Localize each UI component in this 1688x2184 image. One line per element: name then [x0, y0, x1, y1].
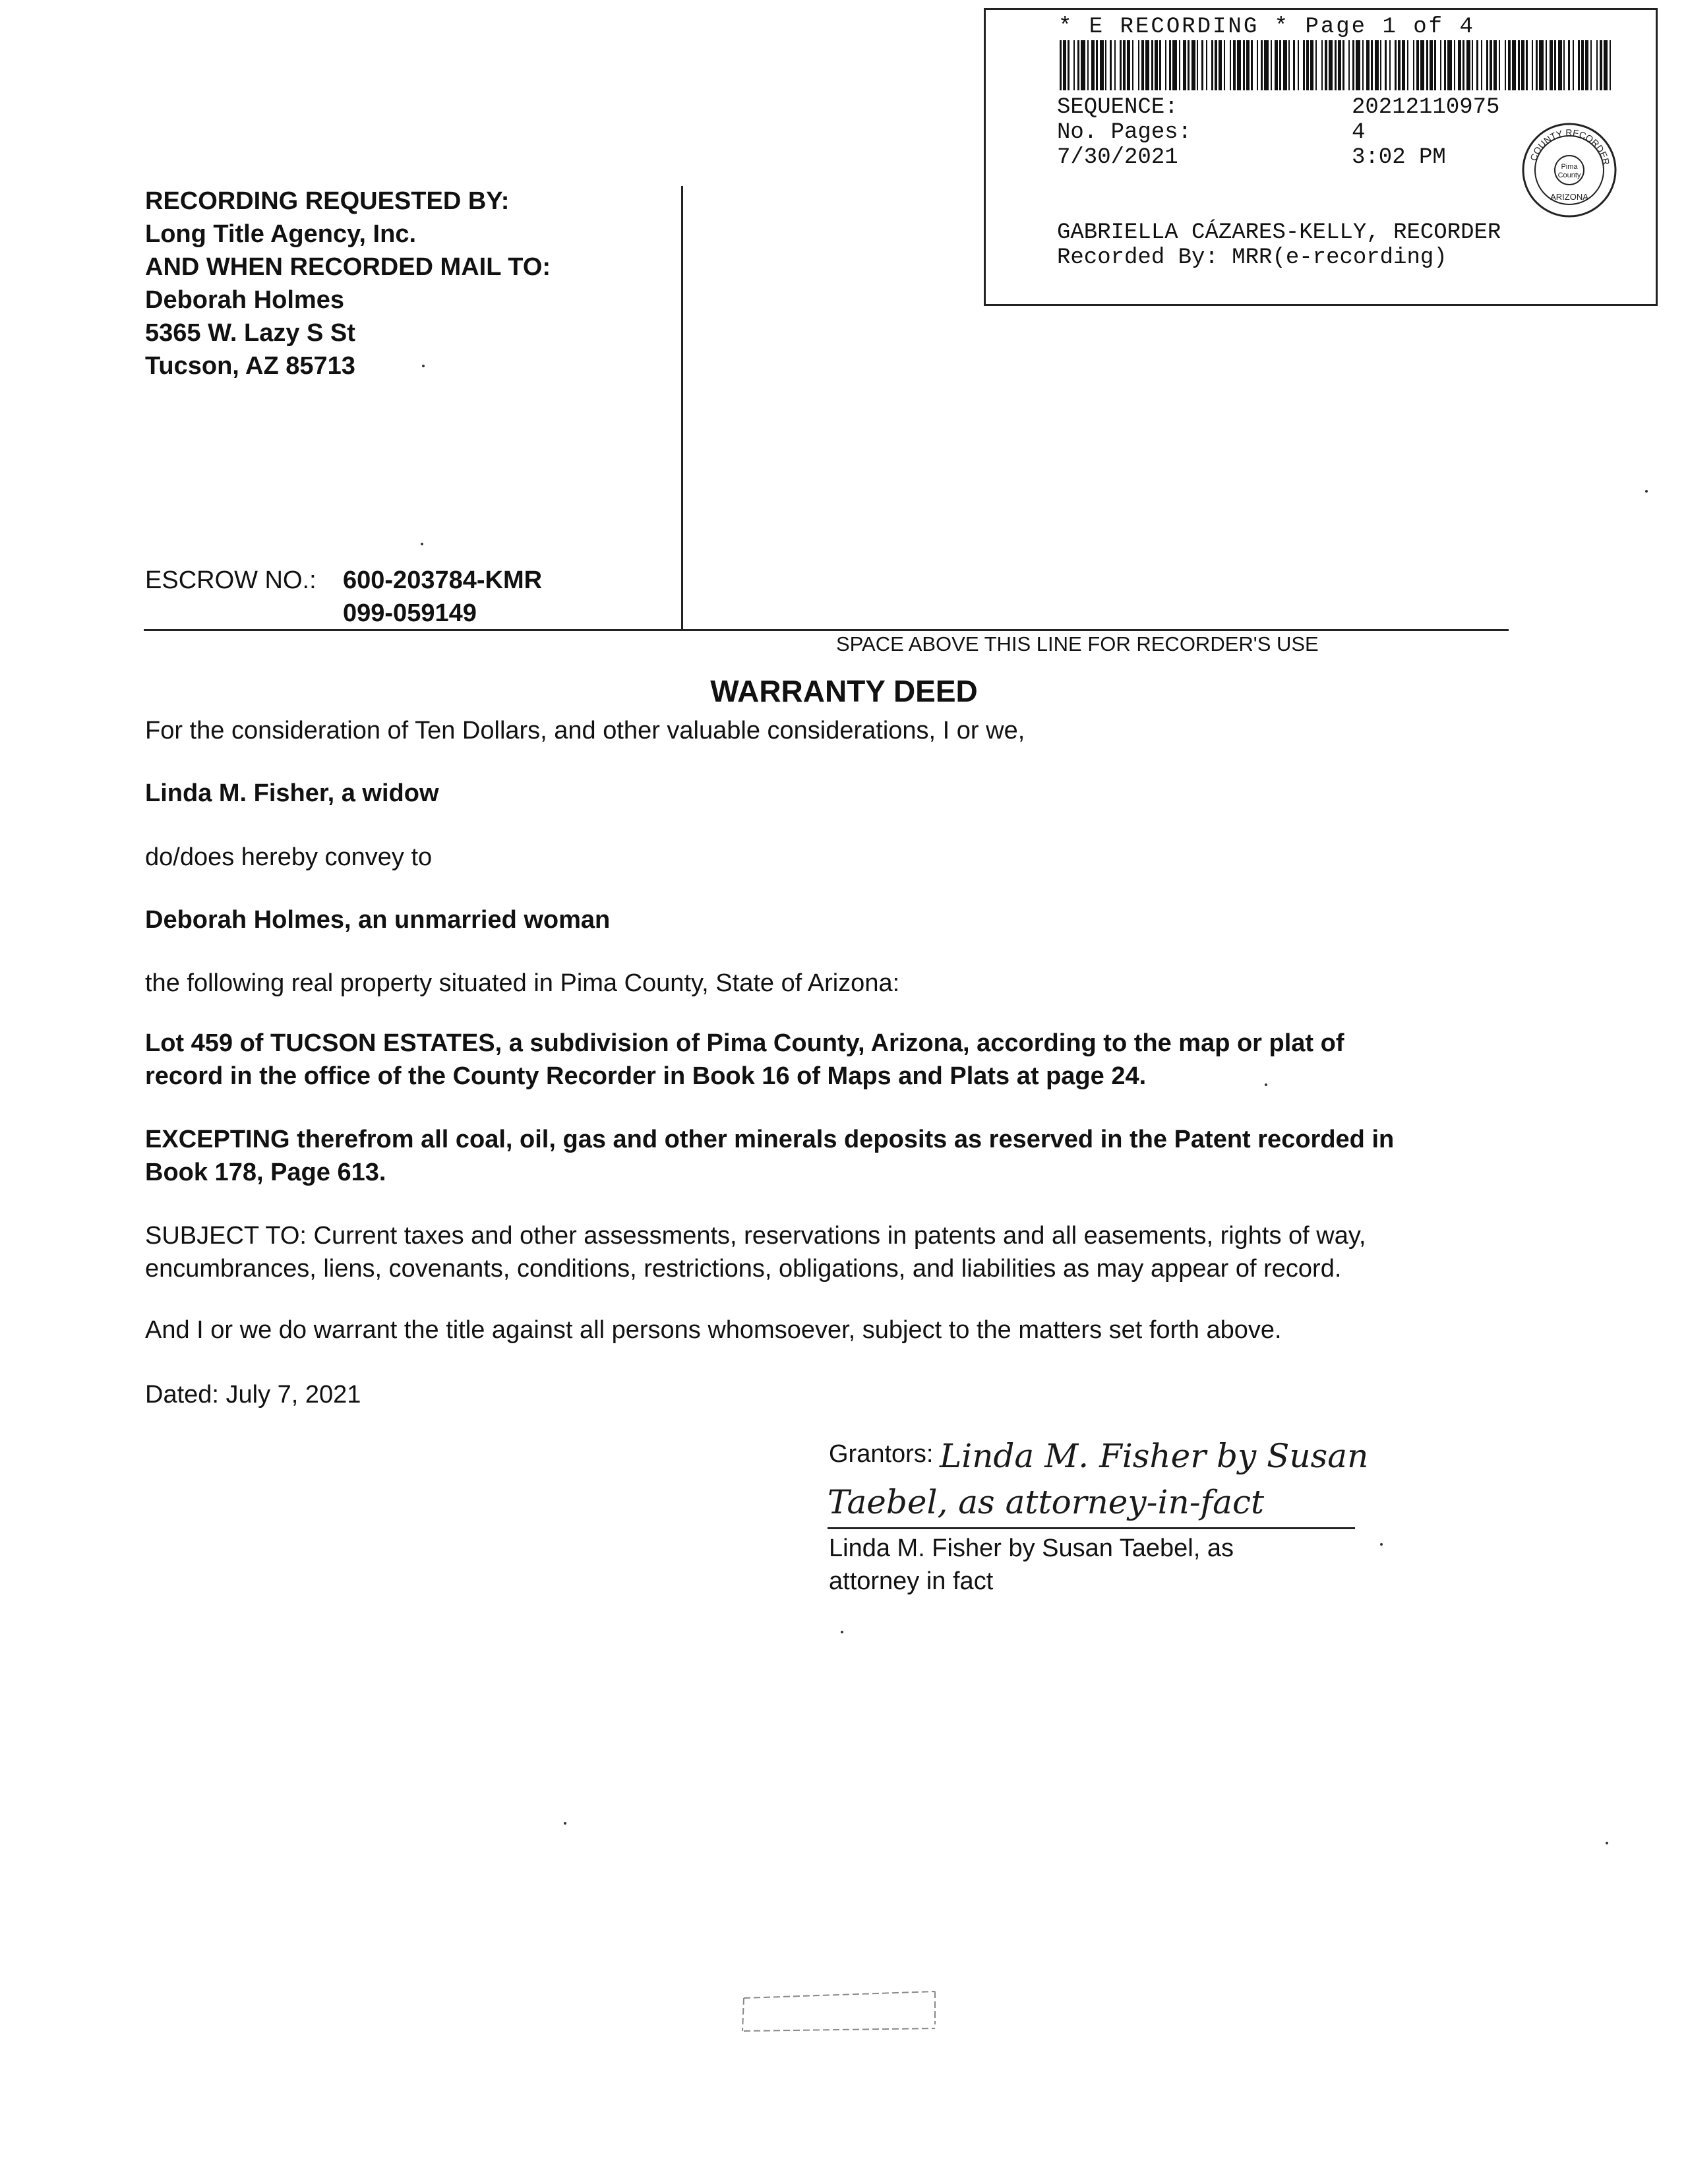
- recorder-name: GABRIELLA CÁZARES-KELLY, RECORDER: [1057, 220, 1501, 245]
- requested-by-label: RECORDING REQUESTED BY:: [145, 187, 510, 215]
- grantee-name: Deborah Holmes, an unmarried woman: [145, 906, 611, 934]
- barcode-bar: [1060, 40, 1062, 90]
- barcode-bar: [1454, 40, 1455, 90]
- barcode-bar: [1362, 40, 1364, 90]
- barcode-bar: [1206, 40, 1207, 90]
- barcode-bar: [1573, 40, 1574, 90]
- barcode-bar: [1283, 40, 1287, 90]
- barcode-bar: [1389, 40, 1391, 90]
- barcode-bar: [1385, 40, 1387, 90]
- recorder-use-line: [144, 629, 1509, 631]
- subject-to-line-2: encumbrances, liens, covenants, conditions, restrictions, obligations, and liabilities as may appear of record.: [145, 1255, 1342, 1283]
- barcode-bar: [1127, 40, 1130, 90]
- svg-text:Taebel, as attorney-in-fact: Taebel, as attorney-in-fact: [828, 1483, 1265, 1521]
- barcode-bar: [1298, 40, 1299, 90]
- barcode-bar: [1335, 40, 1337, 90]
- subject-to-line-1: SUBJECT TO: Current taxes and other assessments, reservations in patents and all easements, rights of way,: [145, 1222, 1366, 1250]
- stamp-header: * E RECORDING * Page 1 of 4: [1058, 15, 1475, 40]
- grantors-label: Grantors:: [829, 1440, 934, 1468]
- barcode-bar: [1505, 40, 1506, 90]
- barcode-bar: [1303, 40, 1305, 90]
- barcode-bar: [1536, 40, 1538, 90]
- barcode-bar: [1310, 40, 1313, 90]
- barcode-bar: [1325, 40, 1327, 90]
- barcode-bar: [1230, 40, 1231, 90]
- barcode-bar: [1434, 40, 1436, 90]
- barcode-bar: [1512, 40, 1516, 90]
- barcode-bar: [1554, 40, 1556, 90]
- escrow-number-1: 600-203784-KMR: [343, 566, 543, 594]
- barcode-bar: [1526, 40, 1528, 90]
- barcode-bar: [1155, 40, 1158, 90]
- barcode-bar: [1073, 40, 1075, 90]
- svg-text:County: County: [1557, 171, 1581, 179]
- barcode-bar: [1371, 40, 1373, 90]
- barcode-bar: [1105, 40, 1106, 90]
- requested-by-name: Long Title Agency, Inc.: [145, 220, 417, 248]
- barcode-bar: [1472, 40, 1473, 90]
- barcode-bar: [1476, 40, 1478, 90]
- barcode-bar: [1145, 40, 1149, 90]
- barcode-bar: [1114, 40, 1116, 90]
- deed-title: WARRANTY DEED: [710, 674, 978, 708]
- mail-to-name: Deborah Holmes: [145, 286, 344, 314]
- barcode-bar: [1077, 40, 1079, 90]
- barcode-bar: [1490, 40, 1492, 90]
- convey-text: do/does hereby convey to: [145, 843, 433, 871]
- barcode-bar: [1532, 40, 1533, 90]
- barcode-bar: [1100, 40, 1104, 90]
- barcode: [1060, 40, 1611, 90]
- scan-speck: [422, 365, 425, 367]
- sequence-value: 20212110975: [1352, 95, 1500, 120]
- barcode-bar: [1224, 40, 1225, 90]
- barcode-bar: [1581, 40, 1584, 90]
- barcode-bar: [1321, 40, 1323, 90]
- barcode-bar: [1169, 40, 1171, 90]
- mail-to-label: AND WHEN RECORDED MAIL TO:: [145, 253, 551, 281]
- barcode-bar: [1462, 40, 1464, 90]
- barcode-bar: [1348, 40, 1350, 90]
- barcode-bar: [1329, 40, 1333, 90]
- barcode-bar: [1550, 40, 1553, 90]
- barcode-bar: [1233, 40, 1236, 90]
- barcode-bar: [1201, 40, 1203, 90]
- barcode-bar: [1416, 40, 1419, 90]
- barcode-bar: [1493, 40, 1497, 90]
- barcode-bar: [1366, 40, 1370, 90]
- barcode-bar: [1430, 40, 1433, 90]
- barcode-bar: [1539, 40, 1544, 90]
- barcode-bar: [1568, 40, 1570, 90]
- legal-description-line-1: Lot 459 of TUCSON ESTATES, a subdivision of Pima County, Arizona, according to the map or plat of: [145, 1029, 1344, 1057]
- barcode-bar: [1159, 40, 1161, 90]
- barcode-bar: [1188, 40, 1190, 90]
- vertical-divider: [681, 186, 683, 629]
- barcode-bar: [1151, 40, 1153, 90]
- barcode-bar: [1356, 40, 1360, 90]
- barcode-bar: [1197, 40, 1198, 90]
- barcode-bar: [1279, 40, 1281, 90]
- barcode-bar: [1271, 40, 1272, 90]
- scan-speck: [1645, 490, 1648, 493]
- consideration-text: For the consideration of Ten Dollars, and other valuable considerations, I or we,: [145, 717, 1025, 744]
- barcode-bar: [1261, 40, 1263, 90]
- handwritten-signature: [828, 1428, 1408, 1527]
- barcode-bar: [1293, 40, 1295, 90]
- barcode-bar: [1444, 40, 1446, 90]
- barcode-bar: [1219, 40, 1222, 90]
- warranty-clause: And I or we do warrant the title against all persons whomsoever, subject to the matters set forth above.: [145, 1316, 1282, 1344]
- scan-speck: [421, 543, 423, 545]
- barcode-bar: [1246, 40, 1250, 90]
- dated-line: Dated: July 7, 2021: [145, 1381, 361, 1409]
- property-intro: the following real property situated in Pima County, State of Arizona:: [145, 969, 900, 997]
- barcode-bar: [1413, 40, 1414, 90]
- svg-text:ARIZONA: ARIZONA: [1550, 192, 1588, 202]
- barcode-bar: [1091, 40, 1095, 90]
- barcode-bar: [1315, 40, 1317, 90]
- barcode-bar: [1546, 40, 1547, 90]
- barcode-bar: [1251, 40, 1253, 90]
- barcode-bar: [1110, 40, 1112, 90]
- scan-speck: [1380, 1543, 1383, 1546]
- barcode-bar: [1183, 40, 1186, 90]
- barcode-bar: [1068, 40, 1070, 90]
- record-time: 3:02 PM: [1352, 145, 1446, 170]
- barcode-bar: [1275, 40, 1278, 90]
- grantor-name: Linda M. Fisher, a widow: [145, 779, 439, 807]
- barcode-bar: [1264, 40, 1269, 90]
- barcode-bar: [1558, 40, 1562, 90]
- record-date: 7/30/2021: [1057, 145, 1178, 170]
- barcode-bar: [1306, 40, 1309, 90]
- recorded-by: Recorded By: MRR(e-recording): [1057, 245, 1447, 270]
- recorder-stamp: [984, 8, 1658, 306]
- excepting-line-2: Book 178, Page 613.: [145, 1159, 386, 1186]
- scan-speck: [1265, 1083, 1267, 1086]
- barcode-bar: [1481, 40, 1482, 90]
- signer-line-1: Linda M. Fisher by Susan Taebel, as: [829, 1534, 1234, 1562]
- scan-speck: [1606, 1842, 1608, 1844]
- barcode-bar: [1243, 40, 1245, 90]
- barcode-bar: [1486, 40, 1488, 90]
- signature-line: [828, 1527, 1355, 1529]
- sequence-label: SEQUENCE:: [1057, 95, 1178, 120]
- mail-to-address-2: Tucson, AZ 85713: [145, 352, 355, 380]
- barcode-bar: [1257, 40, 1258, 90]
- barcode-bar: [1499, 40, 1500, 90]
- barcode-bar: [1395, 40, 1397, 90]
- barcode-bar: [1138, 40, 1139, 90]
- barcode-bar: [1398, 40, 1401, 90]
- barcode-bar: [1096, 40, 1098, 90]
- barcode-bar: [1215, 40, 1217, 90]
- barcode-bar: [1087, 40, 1089, 90]
- barcode-bar: [1141, 40, 1144, 90]
- barcode-bar: [1380, 40, 1381, 90]
- barcode-bar: [1081, 40, 1085, 90]
- mail-to-address-1: 5365 W. Lazy S St: [145, 319, 355, 347]
- barcode-bar: [1610, 40, 1611, 90]
- barcode-bar: [1578, 40, 1580, 90]
- barcode-bar: [1172, 40, 1177, 90]
- svg-text:Linda M. Fisher by Susan: Linda M. Fisher by Susan: [940, 1437, 1369, 1475]
- signer-line-2: attorney in fact: [829, 1567, 994, 1595]
- barcode-bar: [1590, 40, 1592, 90]
- barcode-bar: [1165, 40, 1166, 90]
- svg-text:COUNTY RECORDER: COUNTY RECORDER: [1528, 127, 1612, 166]
- barcode-bar: [1458, 40, 1461, 90]
- county-recorder-seal: [1520, 121, 1619, 220]
- barcode-bar: [1211, 40, 1213, 90]
- barcode-bar: [1342, 40, 1344, 90]
- barcode-bar: [1585, 40, 1588, 90]
- barcode-bar: [1402, 40, 1405, 90]
- barcode-bar: [1191, 40, 1195, 90]
- scan-speck: [841, 1631, 843, 1633]
- barcode-bar: [1338, 40, 1341, 90]
- barcode-bar: [1466, 40, 1470, 90]
- pages-value: 4: [1352, 120, 1366, 145]
- barcode-bar: [1352, 40, 1354, 90]
- barcode-bar: [1600, 40, 1602, 90]
- escrow-number-2: 099-059149: [343, 599, 477, 627]
- faint-stamp-outline: [737, 1978, 942, 2038]
- barcode-bar: [1604, 40, 1608, 90]
- barcode-bar: [1120, 40, 1122, 90]
- barcode-bar: [1426, 40, 1428, 90]
- barcode-bar: [1508, 40, 1511, 90]
- escrow-label: ESCROW NO.:: [145, 566, 316, 594]
- barcode-bar: [1132, 40, 1133, 90]
- barcode-bar: [1447, 40, 1452, 90]
- barcode-bar: [1521, 40, 1524, 90]
- barcode-bar: [1407, 40, 1408, 90]
- barcode-bar: [1596, 40, 1598, 90]
- barcode-bar: [1123, 40, 1126, 90]
- excepting-line-1: EXCEPTING therefrom all coal, oil, gas and other minerals deposits as reserved in the Patent recorded in: [145, 1126, 1395, 1153]
- pages-label: No. Pages:: [1057, 120, 1192, 145]
- barcode-bar: [1420, 40, 1424, 90]
- barcode-bar: [1288, 40, 1290, 90]
- barcode-bar: [1179, 40, 1180, 90]
- barcode-bar: [1518, 40, 1520, 90]
- barcode-bar: [1237, 40, 1241, 90]
- recorder-use-caption: SPACE ABOVE THIS LINE FOR RECORDER'S USE: [836, 632, 1319, 655]
- barcode-bar: [1563, 40, 1565, 90]
- scan-speck: [564, 1822, 566, 1825]
- barcode-bar: [1063, 40, 1066, 90]
- svg-text:Pima: Pima: [1561, 163, 1578, 171]
- barcode-bar: [1375, 40, 1379, 90]
- legal-description-line-2: record in the office of the County Recorder in Book 16 of Maps and Plats at page 24.: [145, 1062, 1147, 1090]
- barcode-bar: [1440, 40, 1441, 90]
